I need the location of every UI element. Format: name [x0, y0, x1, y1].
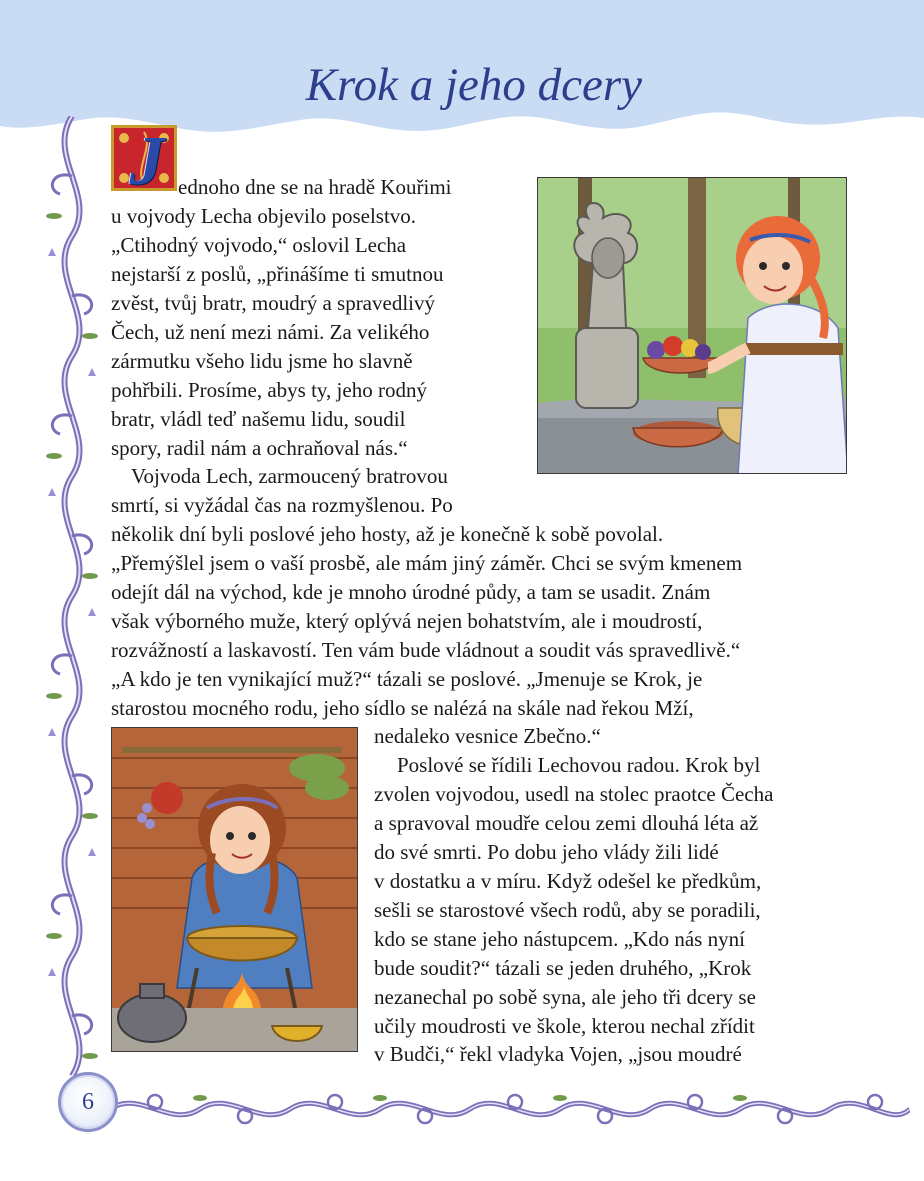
body-line: kdo se stane jeho nástupcem. „Kdo nás nyní [374, 927, 745, 951]
body-line: smrtí, si vyžádal čas na rozmyšlenou. Po [111, 493, 453, 517]
body-line: zvolen vojvodou, usedl na stolec praotce Čecha [374, 782, 774, 806]
body-line: nedaleko vesnice Zbečno.“ [374, 724, 601, 748]
illustration-herbs [111, 727, 358, 1052]
body-line: odejít dál na východ, kde je mnoho úrodné půdy, a tam se usadit. Znám [111, 580, 711, 604]
page-number: 6 [58, 1072, 118, 1132]
body-line: zvěst, tvůj bratr, moudrý a spravedlivý [111, 291, 435, 315]
body-line: Vojvoda Lech, zarmoucený bratrovou [131, 464, 448, 488]
body-line: spory, radil nám a ochraňoval nás.“ [111, 436, 408, 460]
body-line: „A kdo je ten vynikající muž?“ tázali se poslové. „Jmenuje se Krok, je [111, 667, 703, 691]
body-line: bude soudit?“ tázali se jeden druhého, „Krok [374, 956, 752, 980]
body-line: starostou mocného rodu, jeho sídlo se nalézá na skále nad řekou Mží, [111, 696, 694, 720]
body-line: bratr, vládl teď našemu lidu, soudil [111, 407, 406, 431]
body-line: však výborného muže, který oplývá nejen bohatstvím, ale i moudrostí, [111, 609, 703, 633]
drop-cap-letter: J [129, 125, 165, 191]
body-line: sešli se starostové všech rodů, aby se poradili, [374, 898, 761, 922]
body-line: „Přemýšlel jsem o vaší prosbě, ale mám jiný záměr. Chci se svým kmenem [111, 551, 743, 575]
body-line: ednoho dne se na hradě Kouřimi [178, 175, 452, 199]
body-line: pohřbili. Prosíme, abys ty, jeho rodný [111, 378, 427, 402]
body-line: „Ctihodný vojvodo,“ oslovil Lecha [111, 233, 407, 257]
body-line: u vojvody Lecha objevilo poselstvo. [111, 204, 417, 228]
body-line: nezanechal po sobě syna, ale jeho tři dcery se [374, 985, 756, 1009]
body-line: v Budči,“ řekl vladyka Vojen, „jsou moudré [374, 1042, 742, 1066]
body-line: zármutku všeho lidu jsme ho slavně [111, 349, 413, 373]
body-line: rozvážností a laskavostí. Ten vám bude vládnout a soudit vás spravedlivě.“ [111, 638, 741, 662]
bottom-vine-ornament [110, 1084, 910, 1134]
body-line: učily moudrosti ve škole, kterou nechal zřídit [374, 1014, 755, 1038]
body-line: Poslové se řídili Lechovou radou. Krok byl [397, 753, 761, 777]
illustration-offering [537, 177, 847, 474]
body-line: a spravoval moudře celou zemi dlouhá léta až [374, 811, 759, 835]
body-line: nejstarší z poslů, „přinášíme ti smutnou [111, 262, 444, 286]
body-line: Čech, už není mezi námi. Za velikého [111, 320, 430, 344]
page-title: Krok a jeho dcery [305, 59, 642, 111]
body-line: v dostatku a v míru. Když odešel ke předkům, [374, 869, 762, 893]
drop-cap [111, 125, 177, 191]
body-line: několik dní byli poslové jeho hosty, až je konečně k sobě povolal. [111, 522, 664, 546]
body-line: do své smrti. Po dobu jeho vlády žili lidé [374, 840, 719, 864]
left-vine-ornament [36, 116, 108, 1076]
